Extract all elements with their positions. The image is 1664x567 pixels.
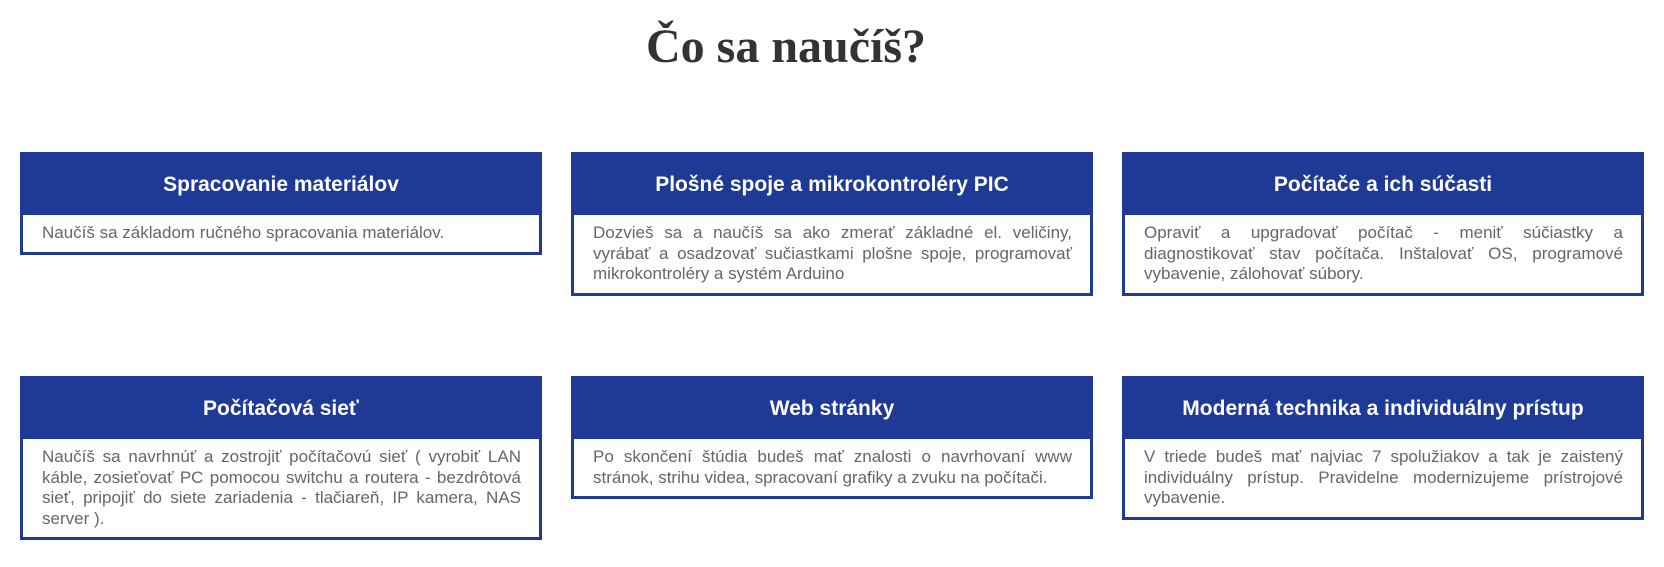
card-description: Naučíš sa základom ručného spracovania materiálov. [42, 223, 445, 242]
card-pocitace [1122, 152, 1644, 296]
card-plosne-spoje [571, 152, 1093, 296]
card-title: Moderná technika a individuálny prístup [1125, 379, 1641, 439]
card-title: Počítačová sieť [23, 379, 539, 439]
card-moderna-technika [1122, 376, 1644, 520]
card-description: V triede budeš mať najviac 7 spolužiakov a tak je zaistený individuálny prístup. Pravidelne modernizujeme prístrojové vybavenie. [1144, 447, 1623, 507]
card-spracovanie-materialov [20, 152, 542, 255]
card-description: Opraviť a upgradovať počítač - meniť súčiastky a diagnostikovať stav počítača. Inštalovať OS, programové vybavenie, zálohovať súbory. [1144, 223, 1623, 283]
card-title: Web stránky [574, 379, 1090, 439]
card-description: Dozvieš sa a naučíš sa ako zmerať základné el. veličiny, vyrábať a osadzovať sučiastkami plošne spoje, programovať mikrokontroléry a systém Arduino [593, 223, 1072, 283]
card-title: Počítače a ich súčasti [1125, 155, 1641, 215]
card-title: Plošné spoje a mikrokontroléry PIC [574, 155, 1090, 215]
card-web-stranky [571, 376, 1093, 499]
card-description: Po skončení štúdia budeš mať znalosti o navrhovaní www stránok, strihu videa, spracovaní grafiky a zvuku na počítači. [593, 447, 1072, 487]
card-title: Spracovanie materiálov [23, 155, 539, 215]
card-pocitacova-siet [20, 376, 542, 540]
card-description: Naučíš sa navrhnúť a zostrojiť počítačovú sieť ( vyrobiť LAN káble, zosieťovať PC pomocou switchu a routera - bezdrôtová sieť, pripojiť do siete zariadenia - tlačiareň, IP kamera, NAS server ). [42, 447, 521, 528]
page-title: Čo sa naučíš? [645, 20, 927, 73]
